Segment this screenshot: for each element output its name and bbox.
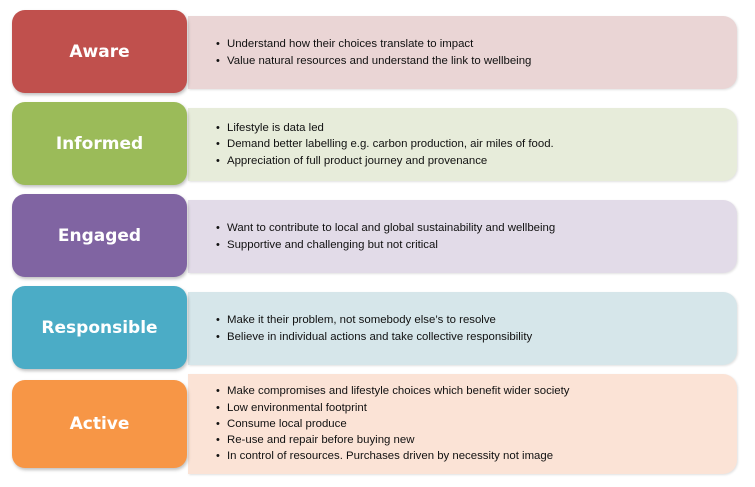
stage-label-informed [12, 102, 187, 185]
bullet-item: • Lifestyle is data led [216, 120, 554, 136]
stage-label-engaged [12, 194, 187, 277]
stage-label-responsible [12, 286, 187, 369]
bullet-list [216, 120, 554, 169]
bullet-list [216, 36, 531, 69]
stage-label-aware [12, 10, 187, 93]
stage-details-engaged [188, 200, 737, 273]
bullet-list [216, 312, 532, 345]
stage-label-text: Informed [55, 133, 144, 154]
stage-label-text: Active [69, 414, 130, 434]
bullet-item: • Re-use and repair before buying new [216, 432, 570, 448]
stage-label-text: Responsible [41, 317, 158, 338]
stage-details-responsible [188, 292, 737, 365]
stage-details-informed [188, 108, 737, 181]
stage-label-text: Aware [69, 41, 130, 62]
stage-details-active [188, 374, 737, 474]
bullet-item: • Want to contribute to local and global sustainability and wellbeing [216, 220, 555, 236]
bullet-list [216, 220, 555, 253]
bullet-item: • Appreciation of full product journey and provenance [216, 153, 554, 169]
bullet-item: • Consume local produce [216, 416, 570, 432]
stage-details-aware [188, 16, 737, 89]
bullet-list [216, 383, 570, 464]
bullet-item: • Supportive and challenging but not critical [216, 237, 555, 253]
bullet-item: • Understand how their choices translate to impact [216, 36, 531, 52]
bullet-item: • Value natural resources and understand the link to wellbeing [216, 53, 531, 69]
bullet-item: • Demand better labelling e.g. carbon production, air miles of food. [216, 136, 554, 152]
bullet-item: • Low environmental footprint [216, 400, 570, 416]
bullet-item: • Make compromises and lifestyle choices which benefit wider society [216, 383, 570, 399]
stage-label-text: Engaged [57, 225, 142, 246]
stage-label-active [12, 380, 187, 468]
bullet-item: • Make it their problem, not somebody else’s to resolve [216, 312, 532, 328]
bullet-item: • In control of resources. Purchases driven by necessity not image [216, 448, 570, 464]
bullet-item: • Believe in individual actions and take collective responsibility [216, 329, 532, 345]
